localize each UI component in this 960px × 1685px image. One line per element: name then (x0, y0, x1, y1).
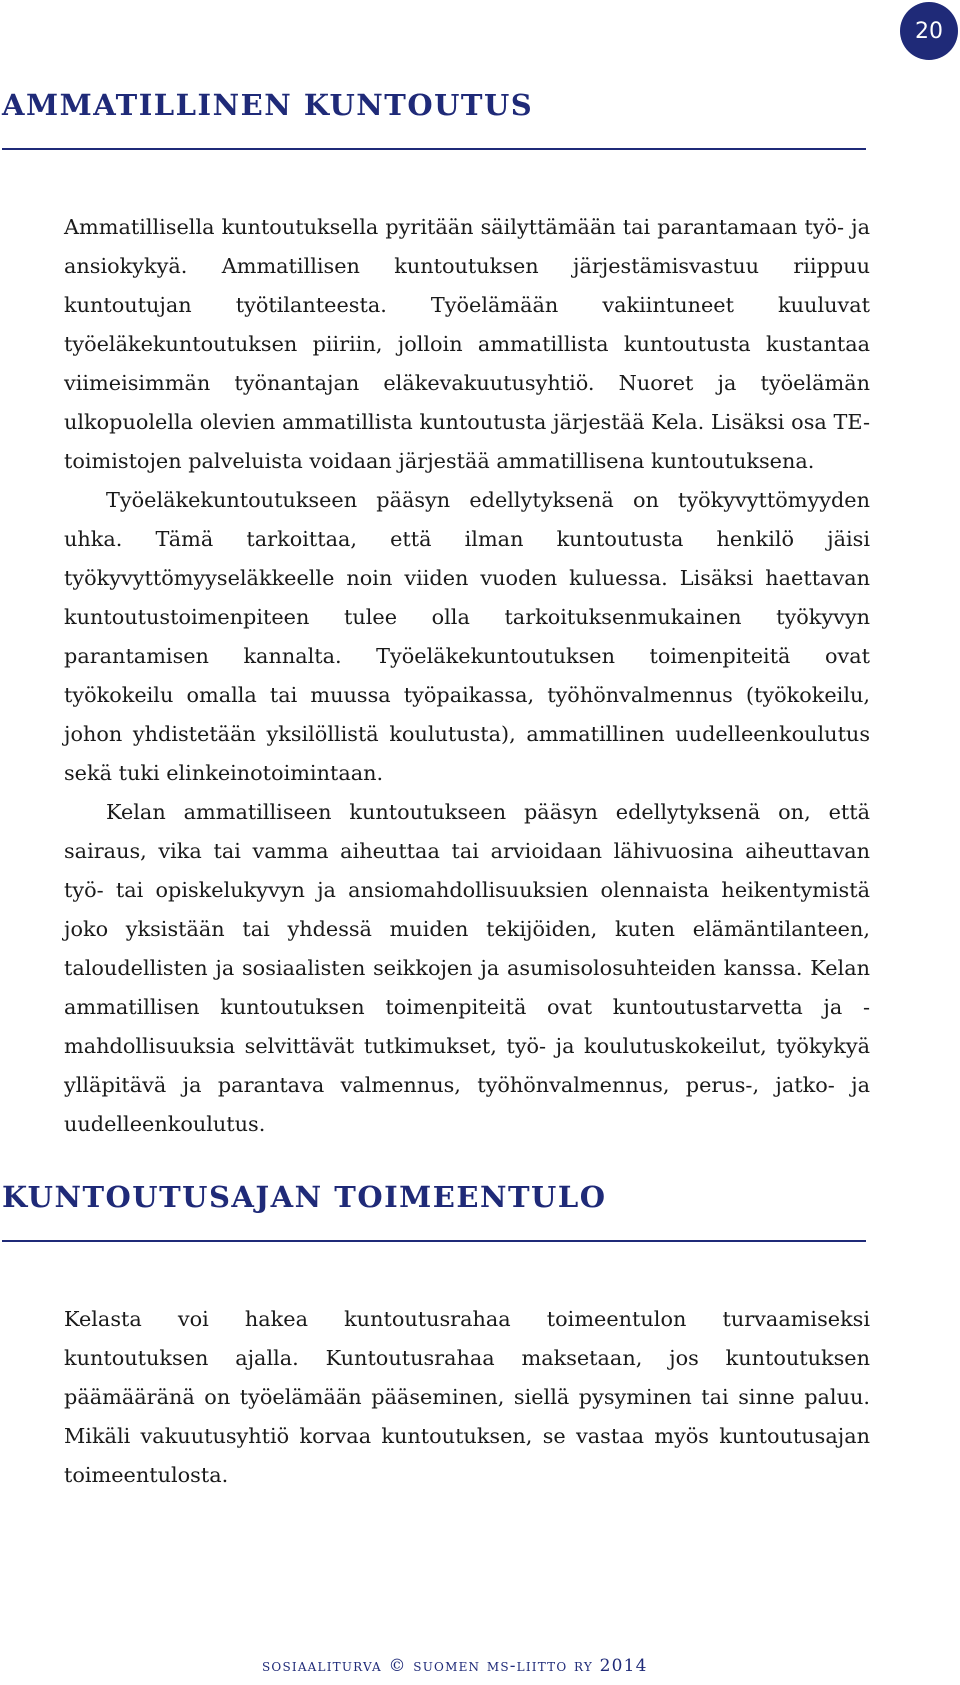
paragraph: Työeläkekuntoutukseen pääsyn edellytyksenä on työkyvyttömyyden uhka. Tämä tarkoittaa, että ilman kuntoutusta henkilö jäisi työkyvyttömyyseläkkeelle noin viiden vuoden kuluessa. Lisäksi haettavan kuntoutustoimenpiteen tulee olla tarkoituksenmukainen työkyvyn parantamisen kannalta. Työeläkekuntoutuksen toimenpiteitä ovat työkokeilu omalla tai muussa työpaikassa, työhönvalmennus (työkokeilu, johon yhdistetään yksilöllistä koulutusta), ammatillinen uudelleenkoulutus sekä tuki elinkeinotoimintaan. (64, 488, 870, 785)
section-heading-kuntoutusajan-toimeentulo: KUNTOUTUSAJAN TOIMEENTULO (2, 1180, 607, 1214)
page-footer: sosiaaliturva © suomen ms-liitto ry 2014 (262, 1656, 648, 1676)
paragraph: Ammatillisella kuntoutuksella pyritään säilyttämään tai parantamaan työ- ja ansiokykyä. Ammatillisen kuntoutuksen järjestämisvastuu riippuu kuntoutujan työtilanteesta. Työelämään vakiintuneet kuuluvat työeläkekuntoutuksen piiriin, jolloin ammatillista kuntoutusta kustantaa viimeisimmän työnantajan eläkevakuutusyhtiö. Nuoret ja työelämän ulkopuolella olevien ammatillista kuntoutusta järjestää Kela. Lisäksi osa TE-toimistojen palveluista voidaan järjestää ammatillisena kuntoutuksena. (64, 215, 870, 473)
heading-rule (2, 148, 866, 150)
section-body-kuntoutusajan-toimeentulo (64, 1300, 870, 1495)
page-number: 20 (915, 18, 943, 44)
page-number-badge (900, 2, 958, 60)
section-heading-ammatillinen-kuntoutus: AMMATILLINEN KUNTOUTUS (2, 88, 534, 122)
paragraph: Kelasta voi hakea kuntoutusrahaa toimeentulon turvaamiseksi kuntoutuksen ajalla. Kuntoutusrahaa maksetaan, jos kuntoutuksen päämääränä on työelämään pääseminen, siellä pysyminen tai sinne paluu. Mikäli vakuutusyhtiö korvaa kuntoutuksen, se vastaa myös kuntoutusajan toimeentulosta. (64, 1307, 870, 1487)
paragraph: Kelan ammatilliseen kuntoutukseen pääsyn edellytyksenä on, että sairaus, vika tai vamma aiheuttaa tai arvioidaan lähivuosina aiheuttavan työ- tai opiskelukyvyn ja ansiomahdollisuuksien olennaista heikentymistä joko yksistään tai yhdessä muiden tekijöiden, kuten elämäntilanteen, taloudellisten ja sosiaalisten seikkojen ja asumisolosuhteiden kanssa. Kelan ammatillisen kuntoutuksen toimenpiteitä ovat kuntoutustarvetta ja -mahdollisuuksia selvittävät tutkimukset, työ- ja koulutuskokeilut, työkykyä ylläpitävä ja parantava valmennus, työhönvalmennus, perus-, jatko- ja uudelleenkoulutus. (64, 800, 870, 1136)
heading-rule (2, 1240, 866, 1242)
section-body-ammatillinen-kuntoutus (64, 208, 870, 1144)
